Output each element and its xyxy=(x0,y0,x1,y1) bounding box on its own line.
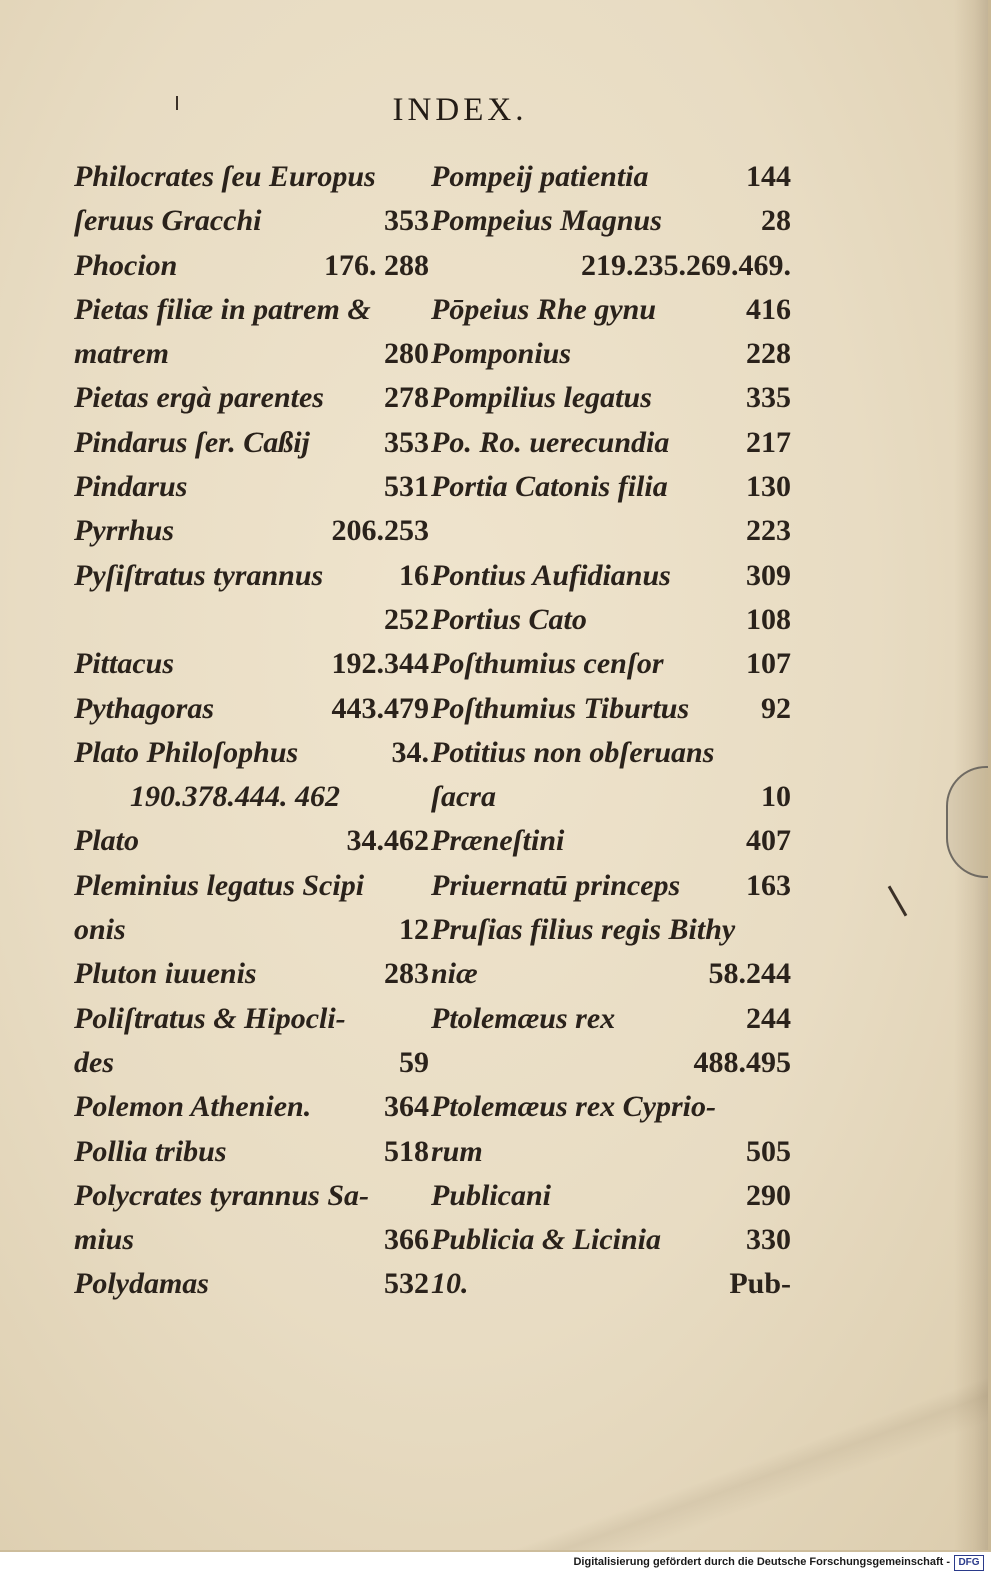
entry-name: Plato Philoſophus xyxy=(74,735,299,769)
entry-name: Pleminius legatus Scipi xyxy=(74,868,365,902)
index-entry xyxy=(74,1041,429,1085)
entry-page-numbers: 130 xyxy=(746,470,791,504)
index-entry xyxy=(74,908,429,952)
entry-page-numbers: 217 xyxy=(746,425,791,459)
entry-page-numbers: 518 xyxy=(384,1134,429,1168)
entry-page-numbers: Pub- xyxy=(729,1267,791,1301)
entry-name: Potitius non obſeruans xyxy=(431,735,715,769)
entry-page-numbers: 531 xyxy=(384,470,429,504)
entry-name: Plato xyxy=(74,824,139,858)
entry-page-numbers: 532 xyxy=(384,1267,429,1301)
index-entry xyxy=(74,332,429,376)
index-left-column xyxy=(74,155,429,1307)
entry-name: Pontius Aufidianus xyxy=(431,558,671,592)
index-right-column xyxy=(431,155,791,1307)
entry-page-numbers: 206.253 xyxy=(331,514,429,548)
entry-page-numbers: 10 xyxy=(761,780,791,814)
index-entry xyxy=(74,952,429,996)
index-entry xyxy=(431,1262,791,1306)
index-entry xyxy=(431,244,791,288)
index-entry xyxy=(74,376,429,420)
entry-name: Pythagoras xyxy=(74,691,215,725)
index-entry xyxy=(431,642,791,686)
index-entry xyxy=(74,997,429,1041)
entry-name: Poſthumius cenſor xyxy=(431,647,664,681)
entry-page-numbers: 335 xyxy=(746,381,791,415)
entry-page-numbers: 505 xyxy=(746,1134,791,1168)
index-entry xyxy=(431,1085,791,1129)
entry-name: Poſthumius Tiburtus xyxy=(431,691,690,725)
entry-page-numbers: 12 xyxy=(399,913,429,947)
entry-page-numbers: 163 xyxy=(746,868,791,902)
ink-slash-mark xyxy=(888,886,908,917)
index-entry xyxy=(431,819,791,863)
entry-page-numbers: 280 xyxy=(384,337,429,371)
entry-name: Pindarus xyxy=(74,470,188,504)
entry-name: ſeruus Gracchi xyxy=(74,204,262,238)
entry-name: niæ xyxy=(431,957,478,991)
index-entry xyxy=(74,554,429,598)
index-entry xyxy=(74,421,429,465)
index-entry xyxy=(74,244,429,288)
entry-page-numbers: 107 xyxy=(746,647,791,681)
entry-name: Polycrates tyrannus Sa- xyxy=(74,1178,370,1212)
entry-name: Pollia tribus xyxy=(74,1134,227,1168)
index-entry xyxy=(74,1130,429,1174)
entry-name: Pompeij patientia xyxy=(431,160,649,193)
index-entry xyxy=(74,775,429,819)
index-entry xyxy=(431,687,791,731)
entry-name: ſacra xyxy=(431,780,496,814)
index-entry xyxy=(74,465,429,509)
entry-page-numbers: 34.462 xyxy=(346,824,429,858)
page-title: INDEX. xyxy=(392,92,528,128)
entry-name: 10. xyxy=(431,1267,469,1301)
entry-name: Polemon Athenien. xyxy=(74,1090,312,1124)
entry-page-numbers: 244 xyxy=(746,1001,791,1035)
index-entry xyxy=(431,598,791,642)
index-entry xyxy=(74,1085,429,1129)
entry-name: mius xyxy=(74,1223,135,1257)
entry-page-numbers: 364 xyxy=(384,1090,429,1124)
entry-name: Præneſtini xyxy=(431,824,565,858)
index-entry xyxy=(74,731,429,775)
index-entry xyxy=(431,997,791,1041)
entry-name: onis xyxy=(74,913,126,947)
entry-name: Pōpeius Rhe gynu xyxy=(431,292,657,326)
index-entry xyxy=(431,1174,791,1218)
entry-name: rum xyxy=(431,1134,483,1168)
index-entry xyxy=(431,465,791,509)
entry-name: Pompeius Magnus xyxy=(431,204,662,238)
entry-page-numbers: 353 xyxy=(384,204,429,238)
entry-page-numbers: 28 xyxy=(761,204,791,238)
entry-page-numbers: 278 xyxy=(384,381,429,415)
index-entry xyxy=(431,952,791,996)
index-entry xyxy=(431,332,791,376)
entry-name: Pyrrhus xyxy=(74,514,175,548)
index-entry xyxy=(74,288,429,332)
entry-name: Phocion xyxy=(74,248,178,282)
entry-page-numbers: 219.235.269.469. xyxy=(581,248,791,282)
entry-name: Publicani xyxy=(431,1178,552,1212)
entry-name: Pindarus ſer. Caßij xyxy=(74,425,310,459)
entry-name: Pomponius xyxy=(431,337,572,371)
entry-page-numbers: 108 xyxy=(746,602,791,636)
footer-credit: Digitalisierung gefördert durch die Deutsche Forschungsgemeinschaft - xyxy=(573,1556,950,1568)
index-entry xyxy=(74,1262,429,1306)
index-entry xyxy=(431,1130,791,1174)
entry-page-numbers: 309 xyxy=(746,558,791,592)
entry-name: Pietas filiæ in patrem & xyxy=(74,292,371,326)
index-entry xyxy=(431,908,791,952)
index-entry xyxy=(74,819,429,863)
entry-name: matrem xyxy=(74,337,169,371)
index-entry xyxy=(431,864,791,908)
entry-page-numbers: 34. xyxy=(391,735,429,769)
ink-tick-mark xyxy=(176,96,178,110)
entry-page-numbers: 330 xyxy=(746,1223,791,1257)
entry-page-numbers: 416 xyxy=(746,292,791,326)
index-entry xyxy=(74,1174,429,1218)
entry-page-numbers: 366 xyxy=(384,1223,429,1257)
entry-page-numbers: 252 xyxy=(384,602,429,636)
index-entry xyxy=(431,199,791,243)
index-entry xyxy=(431,288,791,332)
entry-name: 190.378.444. 462 xyxy=(130,780,340,814)
entry-name: Poliſtratus & Hipocli- xyxy=(74,1001,346,1035)
index-entry xyxy=(431,376,791,420)
entry-page-numbers: 228 xyxy=(746,337,791,371)
entry-name: Pyſiſtratus tyrannus xyxy=(74,558,324,592)
entry-page-numbers: 192.344 xyxy=(331,647,429,681)
entry-page-numbers: 283 xyxy=(384,957,429,991)
entry-page-numbers: 59 xyxy=(399,1045,429,1079)
index-entry xyxy=(431,731,791,775)
entry-page-numbers: 488.495 xyxy=(693,1045,791,1079)
index-entry xyxy=(74,1218,429,1262)
entry-page-numbers: 16 xyxy=(399,558,429,592)
index-entry xyxy=(74,598,429,642)
entry-page-numbers: 290 xyxy=(746,1178,791,1212)
entry-page-numbers: 144 xyxy=(746,160,791,193)
entry-name: Polydamas xyxy=(74,1267,209,1301)
index-entry xyxy=(74,687,429,731)
entry-page-numbers: 92 xyxy=(761,691,791,725)
entry-name: Pittacus xyxy=(74,647,175,681)
entry-name: Philocrates ſeu Europus xyxy=(74,160,376,193)
entry-page-numbers: 176. 288 xyxy=(324,248,429,282)
index-entry xyxy=(74,509,429,553)
index-entry xyxy=(74,864,429,908)
index-entry xyxy=(431,775,791,819)
dfg-logo: DFG xyxy=(954,1555,984,1571)
index-entry xyxy=(431,421,791,465)
index-entry xyxy=(431,1041,791,1085)
entry-name: des xyxy=(74,1045,114,1079)
entry-name: Pompilius legatus xyxy=(431,381,652,415)
entry-name: Publicia & Licinia xyxy=(431,1223,661,1257)
entry-page-numbers: 353 xyxy=(384,425,429,459)
page-fold-shadow xyxy=(368,1320,988,1550)
entry-name: Ptolemæus rex Cyprio- xyxy=(431,1090,716,1124)
index-entry xyxy=(431,155,791,199)
entry-name: Pluton iuuenis xyxy=(74,957,257,991)
entry-page-numbers: 407 xyxy=(746,824,791,858)
entry-name: Ptolemæus rex xyxy=(431,1001,616,1035)
entry-name: Portia Catonis filia xyxy=(431,470,668,504)
index-entry xyxy=(74,155,429,199)
entry-name: Priuernatū princeps xyxy=(431,868,681,902)
index-entry xyxy=(74,199,429,243)
entry-name: Pruſias filius regis Bithy xyxy=(431,913,736,947)
index-entry xyxy=(74,642,429,686)
entry-name: Pietas ergà parentes xyxy=(74,381,324,415)
index-entry xyxy=(431,554,791,598)
page-tab-marker xyxy=(946,766,988,878)
entry-name: Portius Cato xyxy=(431,602,587,636)
entry-page-numbers: 58.244 xyxy=(708,957,791,991)
entry-name: Po. Ro. uerecundia xyxy=(431,425,670,459)
entry-page-numbers: 443.479 xyxy=(331,691,429,725)
index-entry xyxy=(431,509,791,553)
index-entry xyxy=(431,1218,791,1262)
entry-page-numbers: 223 xyxy=(746,514,791,548)
